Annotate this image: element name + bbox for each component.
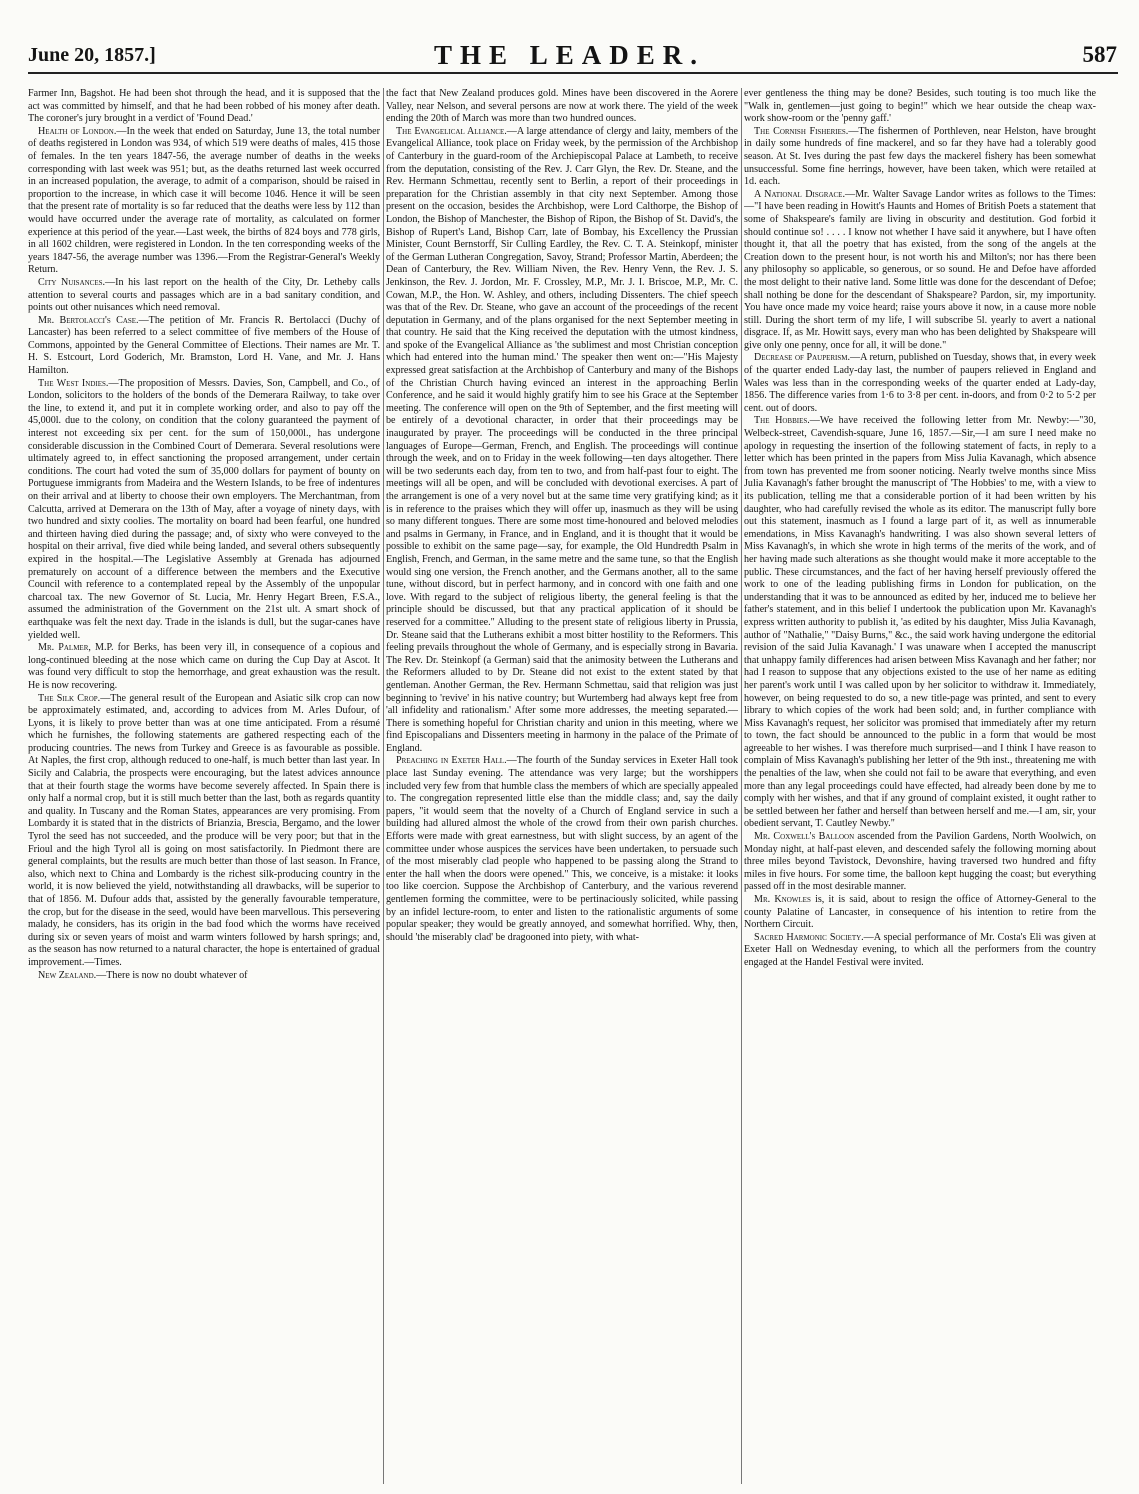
article-paragraph <box>386 88 738 126</box>
article-heading: Preaching in Exeter Hall. <box>396 755 507 767</box>
article-paragraph <box>28 642 380 692</box>
article-paragraph <box>28 126 380 277</box>
article-text: —The general result of the European and Asiatic silk crop can now be approximately estimated, and, according to advices from M. Arles Dufour, of Lyons, it is likely to prove better than was at one time anticipated. From a résumé which he furnishes, the following statements are gathered respecting each of the producing countries. The news from Turkey and Greece is as favourable as possible. At Naples, the first crop, although reduced to one-half, is much better than last year. In Sicily and Calabria, the prospects were encouraging, but the latest advices announce that at their fourth stage the worms have become severely affected. In Spain there is only half a normal crop, but it is still much better than the last, both as regards quantity and quality. In Tuscany and the Roman States, appearances are very promising. From Lombardy it is stated that in the districts of Brianzia, Brescia, Bergamo, and the lower Tyrol the seed has not succeeded, and the produce will be very poor; but that in the Frioul and the high Tyrol all is going on most satisfactorily. In Piedmont there are general complaints, but the results are much better than those of last season. In France, also, which next to China and Lombardy is the richest silk-producing country in the world, it is now believed the yield, notwithstanding all drawbacks, will be superior to that of 1856. M. Dufour adds that, assisted by the generally favourable temperature, the crop, but for the disease in the seed, would have been marvellous. This persevering malady, he considers, has its origin in the bad food which the worms have received during six or seven years of moist and warm winters followed by harsh springs; and, as the season has now returned to a natural character, the hope is entertained of gradual improvement.—Times. <box>28 692 380 968</box>
article-paragraph <box>28 693 380 970</box>
article-heading: Mr. Knowles <box>754 894 811 905</box>
article-paragraph <box>28 315 380 378</box>
column-2 <box>386 88 738 1488</box>
article-text: —The fourth of the Sunday services in Exeter Hall took place last Sunday evening. The attendance was very large; but the worshippers included very few from that humble class the members of which are specially appealed to. The congregation represented little else than the middle class; and, say the daily papers, "it would seem that the novelty of a Church of England service in such a building had allured almost the whole of the crowd from their own parish churches. Efforts were made with great earnestness, but with slight success, by an agent of the committee under whose auspices the services have been undertaken, to persuade such of the most miserably clad people who happened to be passing along the Strand to enter the hall when the doors were opened." This, we conceive, is a mistake: it looks too like coercion. Suppose the Archbishop of Canterbury, and the various reverend gentlemen forming the committee, were to be pertinaciously solicited, while passing by an infidel lecture-room, to enter and listen to the rationalistic arguments of some popular speaker; they would be greatly annoyed, and somewhat horrified. Why, then, should 'the miserably clad' be dragooned into piety, with what- <box>386 755 738 943</box>
article-text: —The proposition of Messrs. Davies, Son, Campbell, and Co., of London, solicitors to the holders of the bonds of the Demerara Railway, to take over the line, to extend it, and put it in complete working order, and also to pay off the 45,000l. due to the colony, on condition that the colony guaranteed the payment of interest not exceeding six per cent. for the sum of 150,000l., has undergone considerable discussion in the Combined Court of Demerara. Several resolutions were ultimately agreed to, in effect sanctioning the proposed arrangement, under certain conditions. The court had voted the sum of 35,000 dollars for payment of bounty on Portuguese immigrants from Madeira and the Western Islands, to be free of indentures on their arrival and at liberty to choose their own employers. The Merchantman, from Calcutta, arrived at Demerara on the 13th of May, after a voyage of ninety days, with two hundred and sixty coolies. The mortality on board had been fearful, one hundred and thirteen having died during the passage; and, of sixty who were conveyed to the hospital on their arrival, five died while being landed, and several others subsequently expired in the hospital.—The Legislative Assembly at Grenada has adjourned prematurely on account of a difference between the members and the Executive Council with reference to a contemplated repeal by the Assembly of the unpopular charcoal tax. The new Governor of St. Lucia, Mr. Henry Hegart Breen, F.S.A., assumed the administration of the Government on the 21st ult. A smart shock of earthquake was felt the next day. Trade in the islands is dull, but the sugar-canes have yielded well. <box>28 377 380 641</box>
article-text: —We have received the following letter from Mr. Newby:—"30, Welbeck-street, Cavendish-square, June 16, 1857.—Sir,—I am sure I need make no apology in requesting the insertion of the following statement of facts, in reply to a letter which has been printed in the papers from Miss Julia Kavanagh, which absence from town has prevented me from sooner noticing. Nearly twelve months since Miss Julia Kavanagh's father brought the manuscript of 'The Hobbies' to me, with a view to its publication, telling me that a considerable portion of it had been written by his daughter, who had carefully revised the whole as its editor. The manuscript fully bore out this statement, inasmuch as I found a large part of it, as well as innumerable emendations, in Miss Kavanagh's handwriting. I was also shown several letters of Miss Kavanagh's, in which she wrote in high terms of the merits of the work, and of her having made such alterations as she thought would make it more acceptable to the public. These circumstances, and the fact of her having herself previously offered the work to one of the leading publishing firms in London for publication, on the understanding that it was to be announced as edited by her, induced me to believe her father's statement, and in this belief I undertook the publication upon Mr. Kavanagh's express written authority to publish it, 'as edited by his daughter, Miss Julia Kavanagh, author of "Nathalie," "Daisy Burns," &c., the said work having undergone the editorial revision of the said Julia Kavanagh.' I was unaware when I accepted the manuscript that unhappy family differences had arisen between Miss Kavanagh and her father; nor had I reason to suppose that any objections existed to the use of her name as editing her parent's work until I was called upon by her solicitor to withdraw it. Immediately, however, on being requested to do so, a new title-page was printed, and sent to every library to which copies of the work had been sold; and, in further compliance with Miss Kavanagh's request, her solicitor was promised that immediately after my return to town, the fact should be announced to the public in a form that would be most agreeable to her wishes. I was therefore much surprised—and I think I have reason to complain of Miss Kavanagh's publishing her letter of the 9th inst., threatening me with the penalties of the law, when she could not fail to be aware that everything, and even more than any legal proceedings could have effected, had already been done by me to comply with her wishes, and that if any ground of complaint existed, it ought rather to be settled between her father and herself than between herself and me.—I am, sir, your obedient servant, T. Cautley Newby." <box>744 415 1096 830</box>
article-paragraph <box>386 126 738 756</box>
article-text: M.P. for Berks, has been very ill, in consequence of a copious and long-continued bleeding at the nose which came on during the Cup Day at Ascot. It was found very difficult to stop the hemorrhage, and great exhaustion was the result. He is now recovering. <box>28 642 380 691</box>
article-heading: Decrease of Pauperism. <box>754 352 851 364</box>
article-heading: New Zealand. <box>38 969 97 981</box>
article-text: is, it is said, about to resign the office of Attorney-General to the county Palatine of Lancaster, in consequence of his intention to retire from the Northern Circuit. <box>744 894 1096 931</box>
page-number: 587 <box>1082 42 1117 67</box>
article-heading: Mr. Coxwell's Balloon <box>754 831 855 843</box>
newspaper-title: THE LEADER. <box>433 40 706 70</box>
article-heading: Health of London. <box>38 125 117 137</box>
article-text: —The fishermen of Porthleven, near Helston, have brought in daily some hundreds of fine mackerel, and so far they have had a tolerably good season. At St. Ives during the past few days the mackerel fishery has been somewhat unsuccessful. Some fine herrings, however, have been taken, which were retailed at 1d. each. <box>744 125 1096 188</box>
column-3 <box>744 88 1096 1488</box>
article-text: ever gentleness the thing may be done? Besides, such touting is too much like the "Walk in, gentlemen—just going to begin!" which we hear outside the cheap wax-work show-room or the 'penny gaff.' <box>744 88 1096 125</box>
article-paragraph <box>744 88 1096 126</box>
article-heading: Sacred Harmonic Society. <box>754 931 864 943</box>
article-heading: Mr. Palmer, <box>38 642 91 654</box>
article-text: —A special performance of Mr. Costa's Eli was given at Exeter Hall on Wednesday evening, to which all the performers from the country engaged at the Handel Festival were invited. <box>744 931 1096 968</box>
article-paragraph <box>744 126 1096 189</box>
article-heading: A National Disgrace. <box>754 188 845 200</box>
column-divider <box>383 88 384 1484</box>
article-text: ascended from the Pavilion Gardens, North Woolwich, on Monday night, at half-past eleven, and descended safely the following morning about three miles beyond Tavistock, Devonshire, having traversed two hundred and fifty miles in five hours. For some time, the balloon kept hugging the coast; but everything passed off in the most desirable manner. <box>744 831 1096 893</box>
article-paragraph <box>744 894 1096 932</box>
article-paragraph <box>28 378 380 642</box>
article-heading: The Silk Crop. <box>38 692 101 704</box>
article-text: —In the week that ended on Saturday, June 13, the total number of deaths registered in London was 934, of which 519 were deaths of males, 415 those of females. In the ten years 1847-56, the average number of deaths in the weeks corresponding with last week was 951; but, as the deaths returned last week occurred in an increased population, the average, to admit of a comparison, should be raised in proportion to the increase, in which case it will become 1046. Hence it will be seen that the present rate of mortality is so far reduced that the deaths were less by 112 than would have occurred under the average rate of mortality, as calculated on former experience at this period of the year.—Last week, the births of 824 boys and 778 girls, in all 1602 children, were registered in London. In the ten corresponding weeks of the years 1847-56, the average number was 1396.—From the Registrar-General's Weekly Return. <box>28 125 380 276</box>
article-paragraph <box>28 88 380 126</box>
header-rule <box>28 72 1118 74</box>
article-text: the fact that New Zealand produces gold. Mines have been discovered in the Aorere Valley, near Nelson, and several persons are now at work there. The yield of the week ending the 20th of March was more than two hundred ounces. <box>386 88 738 125</box>
article-heading: The Cornish Fisheries. <box>754 125 849 137</box>
article-text: —A large attendance of clergy and laity, members of the Evangelical Alliance, took place on Friday week, by the permission of the Archbishop of Canterbury in the guard-room of the Archiepiscopal Palace at Lambeth, to receive from the deputation, consisting of the Rev. J. Carr Glyn, the Rev. Dr. Steane, and the Rev. Hermann Schmettau, recently sent to Berlin, a report of their proceedings in preparation for the Christian assembly in that city next September. Among those present on the occasion, besides the Archbishop, were Lord Calthorpe, the Bishop of London, the Bishop of Manchester, the Bishop of Ripon, the Bishop of St. David's, the Bishop of Rupert's Land, Bishop Carr, late of Bombay, his Excellency the Prussian Minister, Count Bernstorff, Sir Culling Eardley, the Rev. C. T. A. Steinkopf, minister of the German Lutheran Congregation, Savoy, Strand; Professor Martin, Aberdeen; the Dean of Canterbury, the Rev. William Niven, the Rev. Henry Venn, the Rev. J. S. Jenkinson, the Rev. J. Jordon, Mr. F. Crossley, M.P., Mr. J. I. Briscoe, M.P., Mr. C. Cowan, M.P., the Hon. W. Ashley, and others, including Dissenters. The chief speech was that of the Rev. Dr. Steane, who gave an account of the proceedings of the recent deputation in Germany, and of the plans organised for the next September meeting in that country. He said that the King received the deputation with the utmost kindness, and spoke of the Evangelical Alliance as 'the sublimest and most Christian conception which had entered into the human mind.' The speaker then went on:—"His Majesty expressed great satisfaction at the Archbishop of Canterbury and many of the Bishops of the Christian Church having evinced an interest in the approaching Berlin Conference, and he said it would highly gratify him to see his Grace at the September meeting. The conference will open on the 9th of September, and the first meeting will be entirely of a devotional character, in order that their proceedings may be inaugurated by prayer. The proceedings will be conducted in the three principal languages of Europe—German, French, and English. The proceedings will continue through the week, and on to Friday in the week following—ten days altogether. There will be two sederunts each day, from ten to two, and from half-past four to eight. The meetings will all be open, and will be concluded with devotional exercises. A part of the arrangement is one of a very novel but at the same time very gratifying kind; as it is in reference to the praises which they will offer up, inasmuch as they will be using so many different tongues. There are some most time-honoured and beloved melodies and psalms in Germany, in France, and in England, and it is thought that it would be possible to exhibit on the same page—say, for example, the Old Hundredth Psalm in English, French, and German, in the same metre and the same tune, so that the English would sing one version, the French another, and the Germans another, all to the same tune, without discord, but in perfect harmony, and in concord with one faith and one love. With regard to the subject of religious liberty, the general feeling is that the principle should be discussed, but that any practical application of it should be reserved for a committee." Alluding to the present state of religious liberty in Prussia, Dr. Steane said that the Lutherans exhibit a most bitter hostility to the Reformers. This feeling prevails throughout the whole of Germany, and is especially strong in Bavaria. The Rev. Dr. Steinkopf (a German) said that the animosity between the Lutherans and the Reformers alluded to by Dr. Steane did not exist to the extent stated by that gentleman. Another German, the Rev. Hermann Schmettau, said that religion was just beginning to 'revive' in his native country; but Wurtemberg had always kept free from 'all infidelity and rationalism.' After some more addresses, the meeting separated.—There is something hopeful for Christian charity and union in this meeting, where we find Episcopalians and Dissenters meeting in harmony in the palace of the Primate of England. <box>386 125 738 754</box>
article-paragraph <box>386 755 738 944</box>
article-paragraph <box>744 415 1096 831</box>
article-heading: The Hobbies. <box>754 415 810 427</box>
article-heading: City Nuisances. <box>38 276 106 288</box>
article-text: —A return, published on Tuesday, shows that, in every week of the quarter ended Lady-day last, the number of paupers relieved in England and Wales was less than in the corresponding weeks of the quarter ended at Lady-day, 1856. The difference varies from 1·6 to 3·8 per cent. in-doors, and from 0·2 to 5·2 per cent. out of doors. <box>744 352 1096 414</box>
article-text: —There is now no doubt whatever of <box>96 969 248 981</box>
issue-date: June 20, 1857.] <box>28 44 156 66</box>
article-text: —The petition of Mr. Francis R. Bertolacci (Duchy of Lancaster) has been referred to a select committee of five members of the House of Commons, appointed by the General Committee of Elections. Their names are Mr. T. H. S. Estcourt, Lord Goderich, Mr. Bramston, Lord H. Vane, and Mr. J. Hans Hamilton. <box>28 314 380 377</box>
article-text: —Mr. Walter Savage Landor writes as follows to the Times:—"I have been reading in Howitt's Haunts and Homes of British Poets a statement that some of Shakspeare's family are living in obscurity and destitution. God forbid it should continue so! . . . . I know not whether I have said it anywhere, but I have often thought it, that all the poetry that has existed, from the song of the angels at the Creation down to the present hour, is not worth his and Milton's; nor has there been any philosophy so applicable, so generous, or so sound. He and Defoe have afforded the most delight to their native land. Some little was done for the descendant of Defoe; shall nothing be done for the descendant of Shakspeare? Pardon, sir, my importunity. You have once made my voice heard; raise yours above it now, in a cause more noble still. During the short term of my life, I will subscribe 5l. yearly to avert a national disgrace. If, as Mr. Howitt says, every man who has been delighted by Shakspeare will give only one penny, once for all, it will be done." <box>744 188 1096 351</box>
article-text: —In his last report on the health of the City, Dr. Letheby calls attention to several courts and passages which are in a bad sanitary condition, and points out other nuisances which need removal. <box>28 276 380 314</box>
column-1 <box>28 88 380 1488</box>
article-paragraph <box>744 831 1096 894</box>
article-heading: Mr. Bertolacci's Case. <box>38 314 139 326</box>
article-text: Farmer Inn, Bagshot. He had been shot through the head, and it is supposed that the act was committed by himself, and that he had been robbed of his money after death. The coroner's jury brought in a verdict of 'Found Dead.' <box>28 88 380 125</box>
article-heading: The West Indies. <box>38 377 109 389</box>
article-paragraph <box>744 352 1096 415</box>
masthead <box>0 36 1139 72</box>
column-divider <box>741 88 742 1484</box>
article-paragraph <box>744 932 1096 970</box>
article-paragraph <box>744 189 1096 353</box>
article-heading: The Evangelical Alliance. <box>396 125 507 137</box>
article-paragraph <box>28 970 380 983</box>
article-paragraph <box>28 277 380 315</box>
